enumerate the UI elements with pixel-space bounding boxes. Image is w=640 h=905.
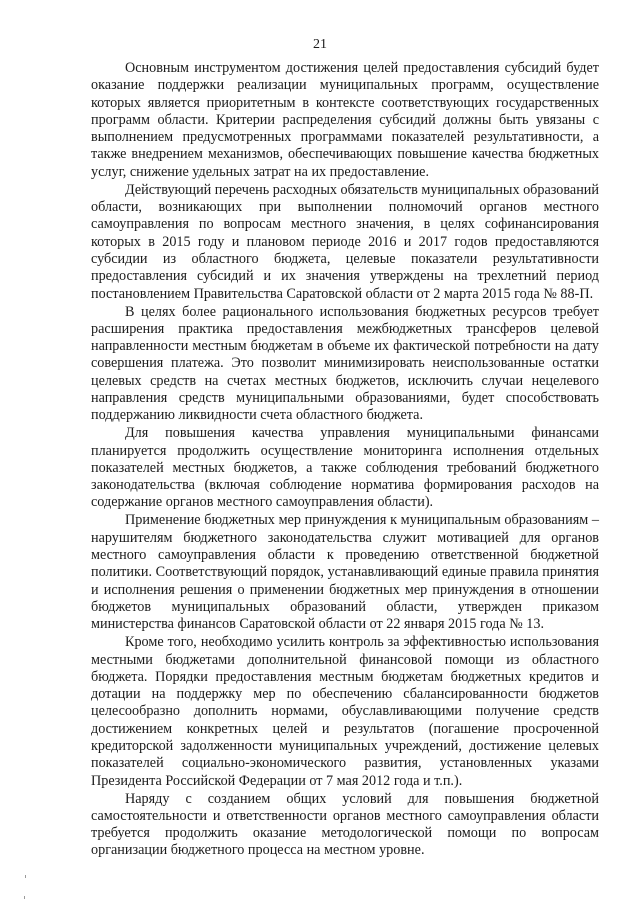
page-number: 21 bbox=[313, 37, 327, 52]
paragraph: Применение бюджетных мер принуждения к муниципальным образованиям – нарушителям бюджетного законодательства служит мотивацией для органов местного самоуправления области к проведению ответственной бюджетной политики. Соответствующий порядок, устанавливающий единые правила принятия и исполнения решения о применении бюджетных мер принуждения в отношении бюджетов муниципальных образований области, утвержден приказом министерства финансов Саратовской области от 22 января 2015 года № 13. bbox=[91, 512, 599, 633]
paragraph: В целях более рационального использования бюджетных ресурсов требует расширения практика предоставления межбюджетных трансферов целевой направленности местным бюджетам в объеме их фактической потребности на дату совершения платежа. Это позволит минимизировать неиспользованные остатки целевых средств на счетах местных бюджетов, исключить случаи нецелевого направления средств муниципальными образованиями, будет способствовать поддержанию ликвидности счета областного бюджета. bbox=[91, 303, 599, 424]
paragraph: Основным инструментом достижения целей предоставления субсидий будет оказание поддержки реализации муниципальных программ, осуществление которых является приоритетным в контексте соответствующих государственных программ области. Критерии распределения субсидий должны быть увязаны с выполнением предусмотренных программами показателей результативности, а также внедрением механизмов, обеспечивающих повышение качества бюджетных услуг, снижение удельных затрат на их предоставление. bbox=[91, 60, 599, 180]
paragraph: Действующий перечень расходных обязательств муниципальных образований области, возникающих при выполнении полномочий органов местного самоуправления по вопросам местного значения, в целях софинансирования которых в 2015 году и плановом периоде 2016 и 2017 годов предоставляются субсидии из областного бюджета, целевые показатели результативности предоставления субсидий и их значения утверждены на трехлетний период постановлением Правительства Саратовской области от 2 марта 2015 года № 88-П. bbox=[91, 181, 599, 302]
paragraph: Кроме того, необходимо усилить контроль за эффективностью использования местными бюджетами дополнительной финансовой помощи из областного бюджета. Порядки предоставления местным бюджетам бюджетных кредитов и дотации на поддержку мер по обеспечению сбалансированности бюджетов целесообразно дополнить нормами, обуславливающими получение средств достижением конкретных целей и результатов (погашение просроченной кредиторской задолженности муниципальных учреждений, достижение целевых показателей социально-экономического развития, установленных указами Президента Российской Федерации от 7 мая 2012 года и т.п.). bbox=[91, 634, 599, 789]
paragraph: Наряду с созданием общих условий для повышения бюджетной самостоятельности и ответственности органов местного самоуправления области требуется продолжить оказание методологической помощи по вопросам организации бюджетного процесса на местном уровне. bbox=[91, 790, 599, 859]
scan-edge-mark bbox=[25, 875, 26, 878]
paragraph: Для повышения качества управления муниципальными финансами планируется продолжить осуществление мониторинга исполнения отдельных показателей местных бюджетов, а также соблюдения требований бюджетного законодательства (включая соблюдение норматива формирования расходов на содержание органов местного самоуправления области). bbox=[91, 425, 599, 511]
document-body bbox=[91, 60, 599, 860]
scan-edge-mark bbox=[24, 896, 25, 899]
